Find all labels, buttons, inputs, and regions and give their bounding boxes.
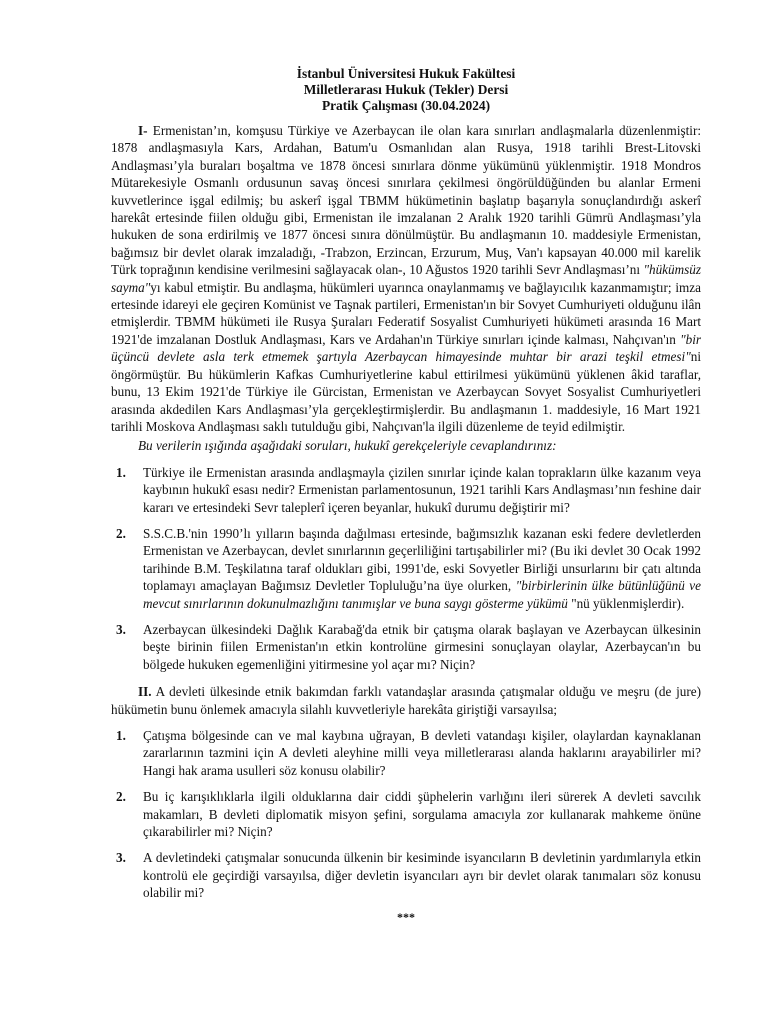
document-page xyxy=(111,0,701,925)
section-1-instruction: Bu verilerin ışığında aşağıdaki soruları, hukukî gerekçeleriyle cevaplandırınız: xyxy=(138,438,557,454)
section-2-question-2 xyxy=(111,788,701,840)
question-number: 1. xyxy=(116,464,126,480)
question-number: 1. xyxy=(116,728,126,743)
question-text: A devletindeki çatışmalar sonucunda ülkenin bir kesiminde isyancıların B devletinin yardımlarıyla etkin kontrolü ele geçirdiği varsayılsa, diğer devletin isyancıları ayrı bir devlet olarak tanımaları söz konusu olabilir mi? xyxy=(143,850,701,901)
section-2-question-list xyxy=(111,727,701,902)
document-header xyxy=(111,66,701,114)
section-1-question-2 xyxy=(111,525,701,612)
section-2-question-1 xyxy=(111,727,701,779)
end-marker: *** xyxy=(397,909,415,924)
question-text: Türkiye ile Ermenistan arasında andlaşmayla çizilen sınırlar içinde kalan toprakların ülke kazanım veya kaybının hukukî esası nedir? Ermenistan parlamentosunun, 1921 tarihli Kars Andlaşması’nın feshine dair kararı ve ertesindeki Sevr taleplerî içeren beyanlar, hukukî durumu değiştirir mi? xyxy=(143,464,701,515)
section-2-question-3 xyxy=(111,849,701,901)
question-italic: "birbirlerinin ülke bütünlüğünü ve mevcut sınırlarının dokunulmazlığını tanımışlar ve buna saygı gösterme yükümü xyxy=(143,578,702,611)
question-text: Bu iç karışıklıklarla ilgili olduklarına dair ciddi şüphelerin varlığını ileri sürerek A devleti savcılık makamları, B devleti diplomatik misyon şefini, sorgulama amacıyla zor kullanarak mahkeme önüne çıkarabilirler mi? Niçin? xyxy=(143,789,701,840)
section-1-italic-b: "bir üçüncü devlete asla terk etmemek şartıyla Azerbaycan himayesinde muhtar bir arazi teşkil etmesi" xyxy=(111,331,701,365)
question-text-a: S.S.C.B.'nin 1990’lı yılların başında dağılması ertesinde, bağımsızlık kazanan eski federe devletlerden Ermenistan ve Azerbaycan, devlet sınırlarının geçerliliğini tartışabilirler mi? (Bu iki devlet 30 Ocak 1992 tarihinde B.M. Teşkilatına taraf oldukları gibi, 1991'de, eski Sovyetler Birliği unsurlarını bir çatı altında toplamayı amaçlayan Bağımsız Devletler Topluluğu’na üye olurken, xyxy=(143,525,701,594)
section-2-paragraph xyxy=(111,683,701,718)
section-2-text: A devleti ülkesinde etnik bakımdan farklı vatandaşlar arasında çatışmalar olduğu ve meşru (de jure) hükümetin bunu önlemek amacıyla silahlı kuvvetleriyle harekâta giriştiği varsayılsa; xyxy=(111,684,701,717)
question-text-b: "nü yüklenmişlerdir). xyxy=(567,595,685,611)
section-1-text-c: ni öngörmüştür. Bu hükümlerin Kafkas Cumhuriyetlerine kabul ettirilmesi yükümünü yüklenen âkid taraflar, bunu, 13 Ekim 1921'de Türkiye ile Gürcistan, Ermenistan ve Azerbaycan Sovyet Sosyalist Cumhuriyetleri arasında akdedilen Kars Andlaşması’yla gerçekleştirmişlerdir. Bu andlaşmanın 1. maddesiyle, 16 Mart 1921 tarihli Moskova Andlaşması saklı tutulduğu gibi, Nahçıvan'la ilgili düzenleme de teyid edilmiştir. xyxy=(111,349,701,434)
section-1-question-3 xyxy=(111,621,701,673)
question-text: Azerbaycan ülkesindeki Dağlık Karabağ'da etnik bir çatışma olarak başlayan ve Azerbaycan ülkesinin beşte birinin fiilen Ermenistan'ın etkin kontrolüne girmesini sonuçlayan olaylar, Azerbaycan'ın bu bölgede hukuken egemenliğini yitirmesine yol açar mı? Niçin? xyxy=(143,621,701,672)
section-1-italic-a: "hükümsüz sayma" xyxy=(111,262,701,295)
section-1-question-list xyxy=(111,464,701,673)
course-title: Milletlerarası Hukuk (Tekler) Dersi xyxy=(303,82,509,97)
section-1-label: I- xyxy=(138,123,148,138)
question-number: 2. xyxy=(116,525,126,541)
exercise-title: Pratik Çalışması (30.04.2024) xyxy=(321,98,491,113)
section-1-question-1 xyxy=(111,464,701,516)
question-number: 3. xyxy=(116,621,126,637)
question-number: 2. xyxy=(116,789,126,805)
faculty-title: İstanbul Üniversitesi Hukuk Fakültesi xyxy=(296,66,516,81)
section-1-paragraph xyxy=(111,122,701,435)
question-text: Çatışma bölgesinde can ve mal kaybına uğrayan, B devleti vatandaşı kişiler, olaylardan kaynaklanan zararlarının tazmini için A devleti aleyhine milli veya milletlerarası alanda haklarını arayabilirler mi? Hangi hak arama usulleri söz konusu olabilir? xyxy=(143,728,701,778)
section-2-label: II. xyxy=(138,684,152,700)
section-1-text-b: yı kabul etmiştir. Bu andlaşma, hükümleri uyarınca onaylanmamış ve bağlayıcılık kazanmamıştır; imza ertesinde idareyi ele geçiren Komünist ve Taşnak partileri, Ermenistan'ın bir Sovyet Cumhuriyeti olduğunu ilân etmişlerdir. TBMM hükümeti ile Rusya Şuraları Federatif Sosyalist Cumhuriyeti hükümeti arasında 16 Mart 1921'de imzalanan Dostluk Andlaşması, Kars ve Ardahan'ın Türkiye sınırları içinde kalması, Nahçıvan'ın xyxy=(111,279,701,347)
question-number: 3. xyxy=(116,850,126,866)
section-1-text-a: Ermenistan’ın, komşusu Türkiye ve Azerbaycan ile olan kara sınırları andlaşmalarla düzenlenmiştir: 1878 andlaşmasıyla Kars, Ardahan, Batum'u Osmanlıdan alan Rusya, 1918 tarihli Brest-Litovski Andlaşması’yla buraları boşaltma ve 1878 öncesi sınırlara dönme yükümünü yüklenmiştir. 1918 Mondros Mütarekesiyle Osmanlı ordusunun savaş öncesi sınırlara çekilmesi öngörüldüğünden bu alanlar Ermeni kuvvetlerince işgal edilmiş; bu askerî işgal TBMM hükümetinin başlatıp başarıyla sonuçlandırdığı askerî harekât ertesinde fiilen olduğu gibi, Ermenistan ile imzalanan 2 Aralık 1920 tarihli Gümrü Andlaşması’yla hukuken de sona erdirilmiş ve 1877 öncesi sınıra dönülmüştür. Bu andlaşmanın 10. maddesiyle Ermenistan, bağımsız bir devlet olarak imzaladığı, -Trabzon, Erzincan, Erzurum, Muş, Van'ı kapsayan 40.000 mil karelik Türk toprağının kendisine verilmesini sağlayacak olan-, 10 Ağustos 1920 tarihli Sevr Andlaşması’nı xyxy=(111,123,701,278)
